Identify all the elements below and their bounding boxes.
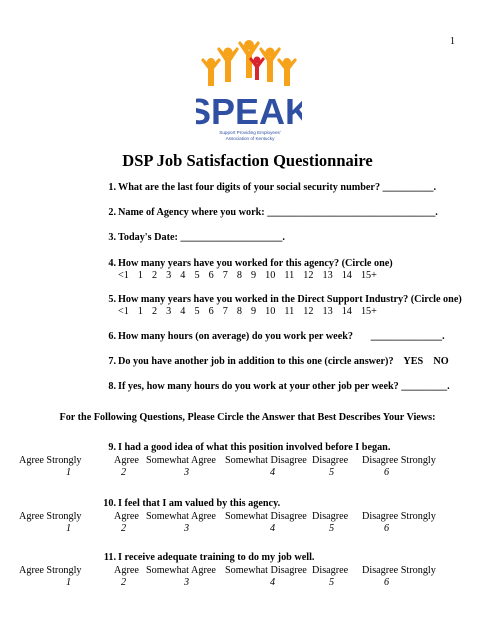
- question-text: Do you have another job in addition to this one (circle answer)? YES NO: [118, 356, 449, 367]
- question-text: I feel that I am valued by this agency.: [118, 498, 281, 509]
- question-number: 11.: [103, 552, 116, 563]
- likert-number: 4: [270, 467, 276, 478]
- likert-number: 6: [384, 577, 390, 588]
- likert-label: Disagree Strongly: [362, 565, 436, 576]
- likert-number: 5: [329, 523, 335, 534]
- likert-label: Agree Strongly: [19, 511, 82, 522]
- likert-label: Agree: [114, 511, 139, 522]
- page-number: 1: [450, 36, 455, 47]
- question-number: 9.: [108, 442, 116, 453]
- question-number: 3.: [108, 232, 116, 243]
- logo-tagline-2: Association of Kentucky: [225, 136, 275, 141]
- likert-label: Somewhat Agree: [146, 565, 216, 576]
- question-text: How many years have you worked in the Direct Support Industry? (Circle one): [118, 294, 462, 305]
- likert-label: Somewhat Disagree: [225, 565, 307, 576]
- likert-label: Somewhat Disagree: [225, 455, 307, 466]
- question-text: Today's Date: ____________________.: [118, 232, 285, 243]
- likert-label: Somewhat Disagree: [225, 511, 307, 522]
- likert-label: Disagree: [312, 565, 349, 576]
- likert-number: 5: [329, 467, 335, 478]
- question-text: What are the last four digits of your social security number? __________.: [118, 182, 437, 193]
- likert-number: 1: [66, 467, 72, 478]
- likert-label: Agree Strongly: [19, 565, 82, 576]
- question-text: If yes, how many hours do you work at your other job per week? _________.: [118, 381, 450, 392]
- likert-label: Disagree: [312, 455, 349, 466]
- likert-number: 6: [384, 467, 390, 478]
- likert-label: Agree: [114, 455, 139, 466]
- likert-number: 1: [66, 577, 72, 588]
- likert-label: Agree Strongly: [19, 455, 82, 466]
- speak-logo-graphic: [196, 38, 302, 150]
- question-text: I had a good idea of what this position involved before I began.: [118, 442, 391, 453]
- likert-number: 4: [270, 577, 276, 588]
- question-number: 8.: [108, 381, 116, 392]
- likert-label: Disagree Strongly: [362, 511, 436, 522]
- logo-tagline-1: Support Providing Employees': [219, 130, 281, 135]
- instructions: For the Following Questions, Please Circle the Answer that Best Describes Your Views:: [59, 412, 436, 423]
- question-number: 5.: [108, 294, 116, 305]
- logo-wordmark: SPEAK: [196, 91, 302, 132]
- likert-number: 1: [66, 523, 72, 534]
- likert-number: 2: [121, 467, 127, 478]
- question-text: How many years have you worked for this agency? (Circle one): [118, 258, 393, 269]
- likert-label: Somewhat Agree: [146, 511, 216, 522]
- likert-number: 3: [184, 523, 190, 534]
- likert-number: 3: [184, 467, 190, 478]
- question-number: 7.: [108, 356, 116, 367]
- question-number: 2.: [108, 207, 116, 218]
- likert-label: Disagree: [312, 511, 349, 522]
- question-number: 10.: [103, 498, 116, 509]
- likert-number: 2: [121, 577, 127, 588]
- likert-label: Disagree Strongly: [362, 455, 436, 466]
- question-text: Name of Agency where you work: _________________________________.: [118, 207, 438, 218]
- likert-number: 2: [121, 523, 127, 534]
- years-scale: <1 1 2 3 4 5 6 7 8 9 10 11 12 13 14 15+: [118, 270, 377, 281]
- likert-number: 4: [270, 523, 276, 534]
- likert-number: 3: [184, 577, 190, 588]
- likert-number: 5: [329, 577, 335, 588]
- likert-label: Agree: [114, 565, 139, 576]
- likert-number: 6: [384, 523, 390, 534]
- question-text: I receive adequate training to do my job well.: [118, 552, 315, 563]
- question-number: 4.: [108, 258, 116, 269]
- speak-logo: [196, 38, 302, 150]
- years-scale: <1 1 2 3 4 5 6 7 8 9 10 11 12 13 14 15+: [118, 306, 377, 317]
- question-number: 6.: [108, 331, 116, 342]
- page-title: DSP Job Satisfaction Questionnaire: [122, 151, 373, 170]
- question-number: 1.: [108, 182, 116, 193]
- logo-figures: [201, 40, 297, 86]
- likert-label: Somewhat Agree: [146, 455, 216, 466]
- question-text: How many hours (on average) do you work per week? ______________.: [118, 331, 445, 342]
